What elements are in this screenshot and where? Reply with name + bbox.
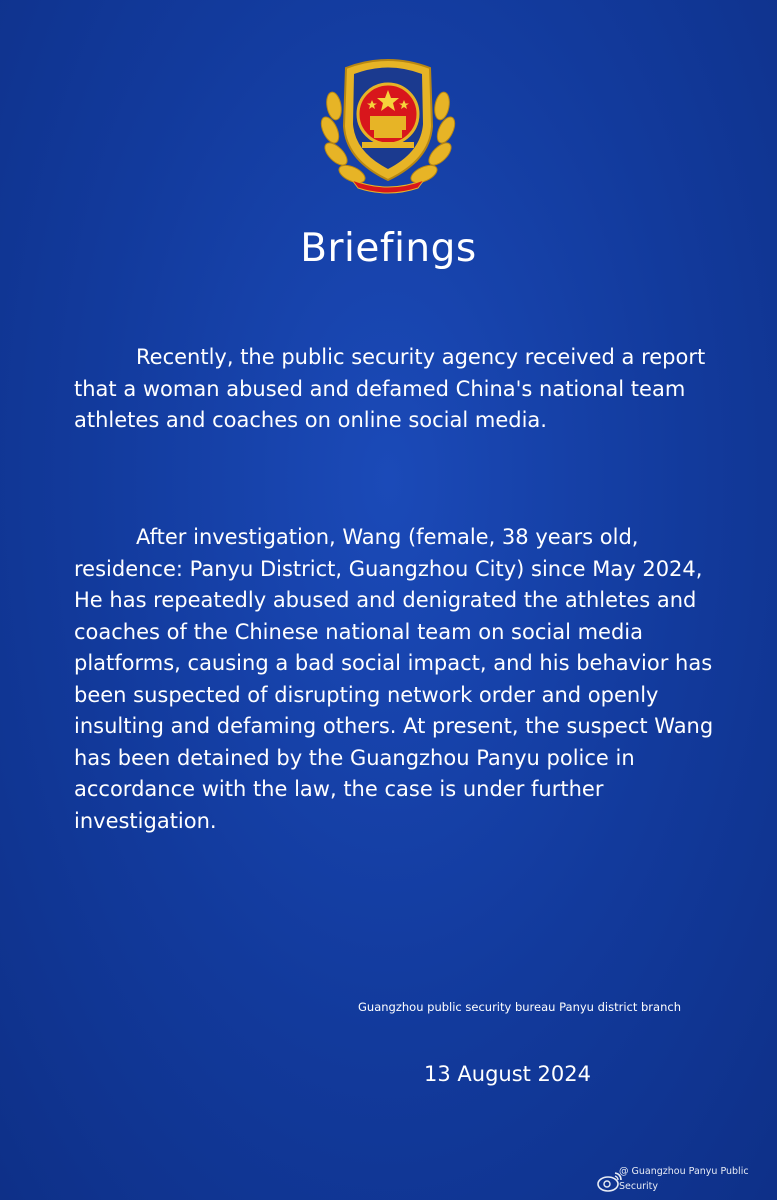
paragraph-1-text: Recently, the public security agency received a report that a woman abused and defamed China's national team athletes and coaches on online social media. <box>74 345 706 432</box>
paragraph-1 <box>74 342 714 437</box>
issuing-branch: Guangzhou public security bureau Panyu district branch <box>358 1000 681 1014</box>
weibo-watermark <box>597 1164 767 1196</box>
paragraph-2-text: After investigation, Wang (female, 38 years old, residence: Panyu District, Guangzhou City) since May 2024, He has repeatedly abused and denigrated the athletes and coaches of the Chinese national team on social media platforms, causing a bad social impact, and his behavior has been suspected of disrupting network order and openly insulting and defaming others. At present, the suspect Wang has been detained by the Guangzhou Panyu police in accordance with the law, the case is under further investigation. <box>74 525 714 833</box>
issue-date: 13 August 2024 <box>424 1062 592 1086</box>
watermark-text: @ Guangzhou Panyu Public Security <box>619 1166 749 1192</box>
page-title: Briefings <box>300 226 477 271</box>
paragraph-2 <box>74 522 714 837</box>
police-emblem-icon <box>312 48 464 198</box>
